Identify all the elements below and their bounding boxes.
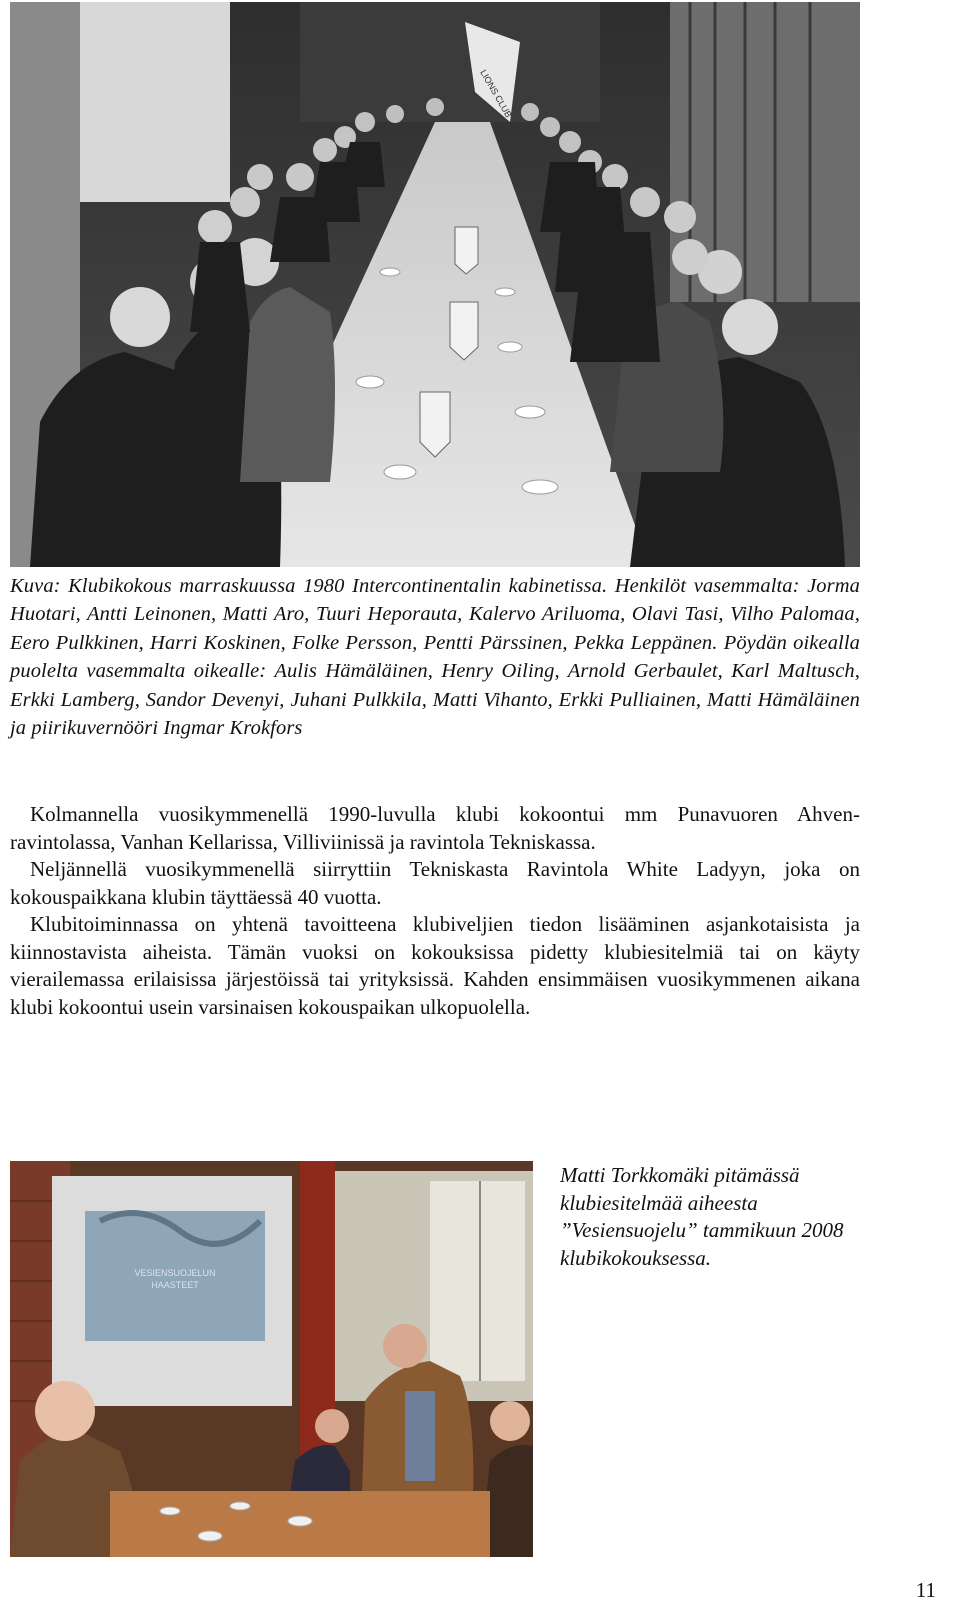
banner-text: LIONS CLUB xyxy=(478,68,514,120)
slide-text-line-2: HAASTEET xyxy=(151,1280,199,1290)
presentation-photo-2008 xyxy=(10,1161,533,1557)
meeting-photo-illustration xyxy=(10,2,860,567)
presentation-photo-illustration xyxy=(10,1161,533,1557)
meeting-photo-1980 xyxy=(10,2,860,567)
slide-text-line-1: VESIENSUOJELUN xyxy=(134,1268,216,1278)
page-number: 11 xyxy=(915,1578,936,1602)
bottom-photo-caption: Matti Torkkomäki pitämässä klubiesitelmää aiheesta ”Vesiensuojelu” tammikuun 2008 klubikokouksessa. xyxy=(560,1163,844,1270)
body-text xyxy=(10,801,860,1021)
body-paragraph-3: Klubitoiminnassa on yhtenä tavoitteena klubiveljien tiedon lisääminen asjankotaisista ja kiinnostavista aiheista. Tämän vuoksi on kokouksissa pidetty klubiesitelmiä tai on käyty vierailemassa erilaisissa järjestöissä tai yrityksissä. Kahden ensimmäisen vuosikymmenen aikana klubi kokoontui usein varsinaisen kokouspaikan ulkopuolella. xyxy=(10,912,860,1019)
body-paragraph-2: Neljännellä vuosikymmenellä siirryttiin Tekniskasta Ravintola White Ladyyn, joka on kokouspaikkana klubin täyttäessä 40 vuotta. xyxy=(10,857,860,909)
body-paragraph-1: Kolmannella vuosikymmenellä 1990-luvulla klubi kokoontui mm Punavuoren Ahven-ravintolassa, Vanhan Kellarissa, Villiviinissä ja ravintola Tekniskassa. xyxy=(10,802,860,854)
top-photo-caption: Kuva: Klubikokous marraskuussa 1980 Intercontinentalin kabinetissa. Henkilöt vasemmalta: Jorma Huotari, Antti Leinonen, Matti Aro, Tuuri Heporauta, Kalervo Ariluoma, Olavi Tasi, Vilho Palomaa, Eero Pulkkinen, Harri Koskinen, Folke Persson, Pentti Pärssinen, Pekka Leppänen. Pöydän oikealla puolelta vasemmalta oikealle: Aulis Hämäläinen, Henry Oiling, Arnold Gerbaulet, Karl Maltusch, Erkki Lamberg, Sandor Devenyi, Juhani Pulkkila, Matti Vihanto, Erkki Pulliainen, Matti Hämäläinen ja piirikuvernööri Ingmar Krokfors xyxy=(10,575,860,740)
